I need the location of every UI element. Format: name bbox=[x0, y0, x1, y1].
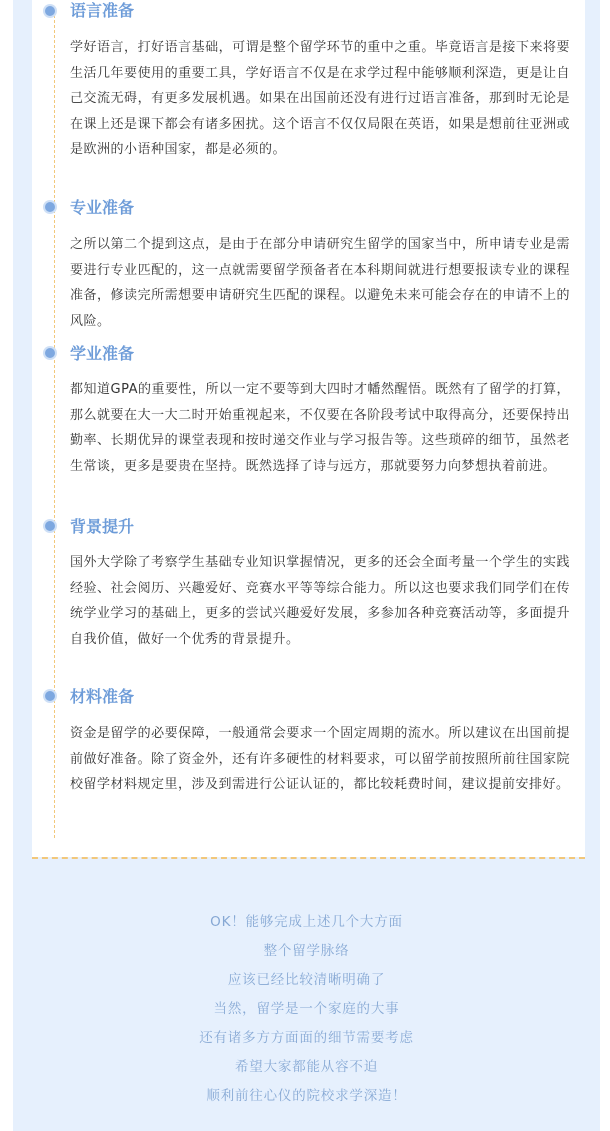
section-title: 专业准备 bbox=[70, 198, 135, 217]
dashed-divider bbox=[32, 857, 585, 859]
closing-line: 希望大家都能从容不迫 bbox=[235, 1059, 378, 1075]
closing-line: 应该已经比较清晰明确了 bbox=[227, 972, 386, 988]
section-body: 都知道GPA的重要性，所以一定不要等到大四时才幡然醒悟。既然有了留学的打算，那么就要在大一大二时开始重视起来，不仅要在各阶段考试中取得高分，还要保持出勤率、长期优异的课堂表现和按时递交作业与学习报告等。这些琐碎的细节，虽然老生常谈，更多是要贵在坚持。既然选择了诗与远方，那就要努力向梦想执着前进。 bbox=[70, 382, 570, 474]
timeline-line bbox=[54, 10, 55, 838]
section-body: 资金是留学的必要保障，一般通常会要求一个固定周期的流水。所以建议在出国前提前做好准备。除了资金外，还有许多硬性的材料要求，可以留学前按照所前往国家院校留学材料规定里，涉及到需进行公证认证的，都比较耗费时间，建议提前安排好。 bbox=[70, 726, 570, 792]
section-body: 国外大学除了考察学生基础专业知识掌握情况，更多的还会全面考量一个学生的实践经验、社会阅历、兴趣爱好、竞赛水平等等综合能力。所以这也要求我们同学们在传统学业学习的基础上，更多的尝试兴趣爱好发展，多参加各种竞赛活动等，多面提升自我价值，做好一个优秀的背景提升。 bbox=[70, 555, 570, 647]
closing-line: 顺利前往心仪的院校求学深造！ bbox=[206, 1088, 407, 1104]
bullet-dot-icon bbox=[45, 521, 55, 531]
section-title: 材料准备 bbox=[70, 687, 135, 706]
section-title: 语言准备 bbox=[70, 1, 135, 20]
bullet-dot-icon bbox=[45, 6, 55, 16]
closing-line: 还有诸多方方面面的细节需要考虑 bbox=[199, 1030, 414, 1046]
section-body: 学好语言，打好语言基础，可谓是整个留学环节的重中之重。毕竟语言是接下来将要生活几年要使用的重要工具，学好语言不仅是在求学过程中能够顺利深造，更是让自己交流无碍，有更多发展机遇。如果在出国前还没有进行过语言准备，那到时无论是在课上还是课下都会有诸多困扰。这个语言不仅仅局限在英语，如果是想前往亚洲或是欧洲的小语种国家，都是必须的。 bbox=[70, 40, 570, 157]
section-title: 背景提升 bbox=[70, 517, 135, 536]
closing-message bbox=[13, 908, 600, 1111]
section-body: 之所以第二个提到这点，是由于在部分申请研究生留学的国家当中，所申请专业是需要进行专业匹配的，这一点就需要留学预备者在本科期间就进行想要报读专业的课程准备，修读完所需想要申请研究生匹配的课程。以避免未来可能会存在的申请不上的风险。 bbox=[70, 237, 570, 329]
closing-line: 整个留学脉络 bbox=[263, 943, 350, 959]
closing-line: OK！能够完成上述几个大方面 bbox=[210, 914, 403, 930]
section-title: 学业准备 bbox=[70, 344, 135, 363]
bullet-dot-icon bbox=[45, 202, 55, 212]
bullet-dot-icon bbox=[45, 348, 55, 358]
closing-line: 当然，留学是一个家庭的大事 bbox=[213, 1001, 400, 1017]
bullet-dot-icon bbox=[45, 691, 55, 701]
